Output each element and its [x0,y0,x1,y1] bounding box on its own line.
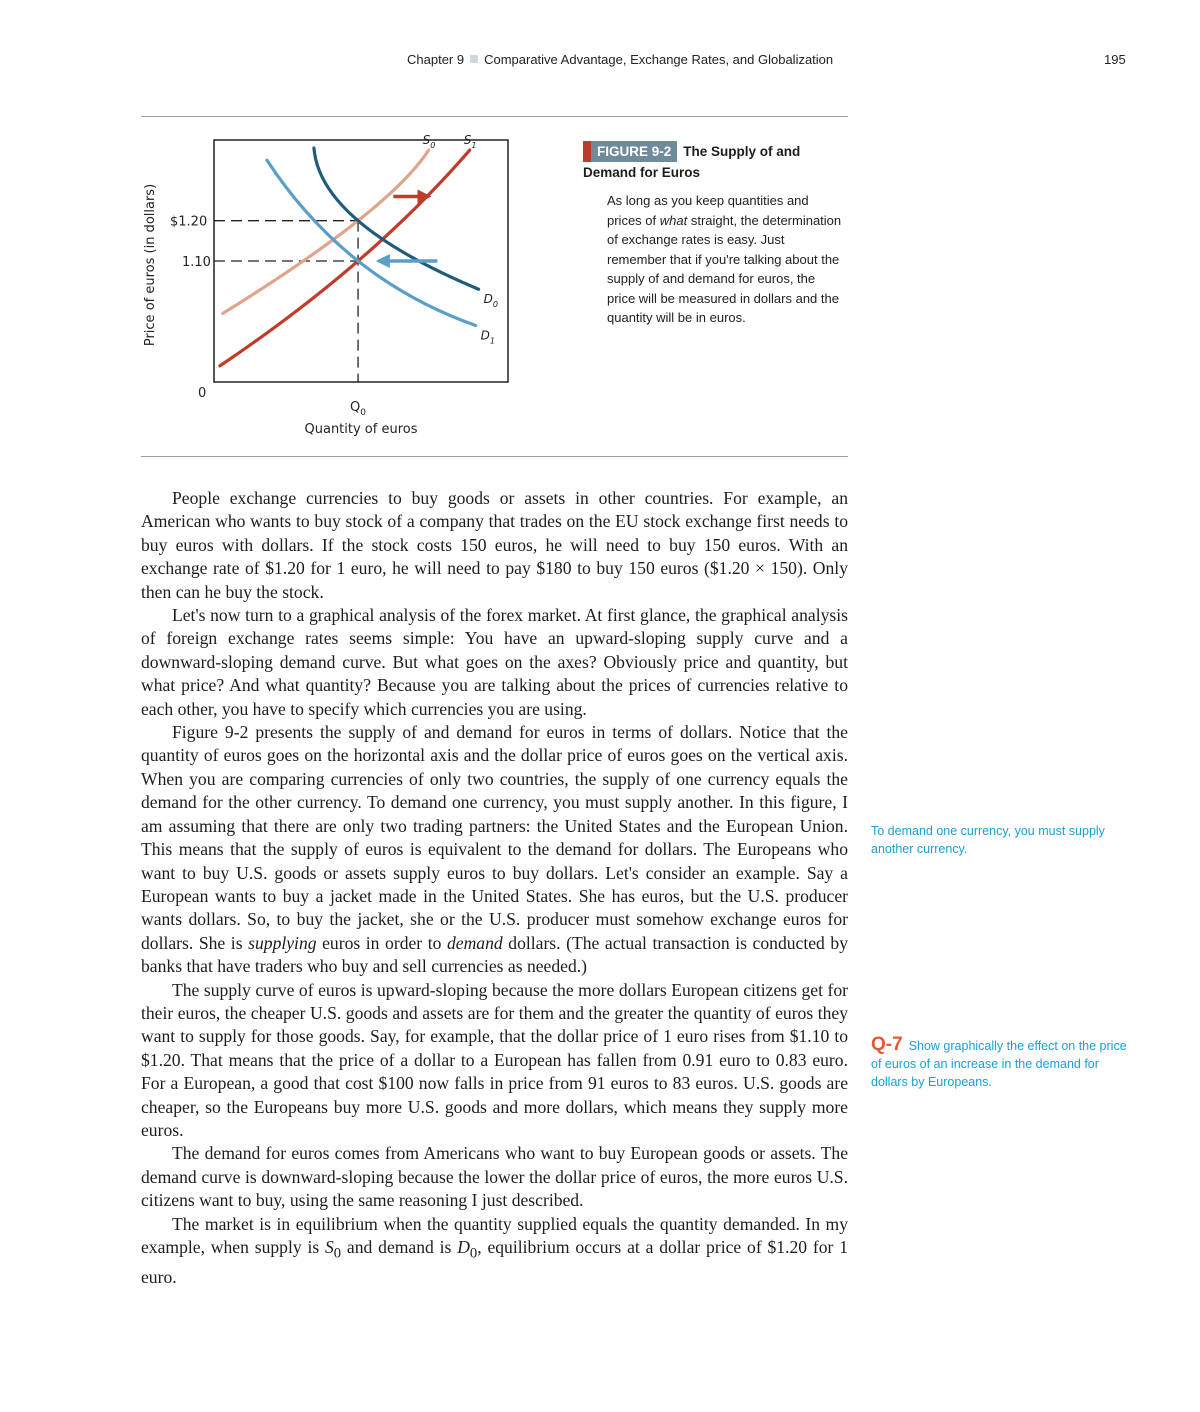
figure-top-rule [141,116,848,117]
figure-bottom-rule [141,456,848,457]
p3-part-b: euros in order to [316,932,447,953]
paragraph-5: The demand for euros comes from Americans who want to buy European goods or assets. The demand curve is downward-sloping because the lower the dollar price of euros, the more euros U.S. citizens want to buy, using the same reasoning I just described. [141,1143,848,1211]
p6-s-symbol: S [325,1237,334,1257]
margin-question-q7 [871,1036,1131,1091]
figure-heading [583,141,845,183]
p3-part-a: Figure 9-2 presents the supply of and demand for euros in terms of dollars. Notice that the quantity of euros goes on the horizontal axis and the dollar price of euros goes on the vertical axis. When you are comparing currencies of only two countries, the supply of one currency equals the demand for the other currency. To demand one currency, you must supply another. In this figure, I am assuming that there are only two trading partners: the United States and the European Union. This means that the supply of euros is equivalent to the demand for dollars. The Europeans who want to buy U.S. goods or assets supply euros to buy dollars. Let's consider an example. Say a European wants to buy a jacket made in the United States. She has euros, but the U.S. producer wants dollars. So, to buy the jacket, she or the U.S. producer must somehow exchange euros for dollars. She is [141,722,848,953]
page-number: 195 [1104,52,1126,67]
x-tick-label-q0 [350,400,366,418]
curve-label-d1: $D_1$ [480,328,496,346]
y-axis-label: Price of euros (in dollars) [143,183,158,347]
body-text [141,487,848,1289]
caption-emphasis: what [659,212,688,228]
figure-tag: FIGURE 9-2 [583,141,677,162]
chapter-title: Comparative Advantage, Exchange Rates, and Globalization [484,52,834,67]
figure-title: The Supply of and Demand for Euros [583,144,801,180]
curve-label-s0: $S_0$ [422,133,436,151]
p3-part-c: dollars. (The actual transaction is conducted by banks that have traders who buy and sell currencies as needed.) [141,932,848,977]
p6-part-a: The market is in equilibrium when the quantity supplied equals the quantity demanded. In my example, when supply is [141,1213,848,1257]
y-tick-label-1-20: $1.20 [170,214,208,230]
paragraph-2: Let's now turn to a graphical analysis of the forex market. At first glance, the graphical analysis of foreign exchange rates seems simple: You have an upward-sloping supply curve and a downward-sloping demand curve. But what goes on the axes? Obviously price and quantity, but what price? And what quantity? Because you are talking about the prices of currencies relative to each other, you have to specify which currencies you are using. [141,605,848,719]
p3-emph-supplying: supplying [248,932,317,953]
p6-s-sub: 0 [333,1245,342,1262]
p6-d-sub: 0 [469,1245,478,1262]
x-axis-label: Quantity of euros [304,422,418,437]
running-header [407,52,833,67]
curve-label-d0: $D_0$ [483,292,498,310]
y-tick-label-1-10: 1.10 [182,255,211,270]
supply-demand-chart [130,130,570,440]
paragraph-1: People exchange currencies to buy goods or assets in other countries. For example, an American who wants to buy stock of a company that trades on the EU stock exchange first needs to buy euros with dollars. If the stock costs 150 euros, he will need to buy 150 euros. With an exchange rate of $1.20 for 1 euro, he will need to pay $180 to buy 150 euros ($1.20 × 150). Only then can he buy the stock. [141,488,848,602]
figure-caption-body [607,191,845,328]
caption-part-1: As long as you keep quantities and prices of [607,193,809,228]
question-label: Q-7 [871,1034,903,1055]
origin-label: 0 [198,386,207,401]
x-tick-sub: 0 [360,408,367,418]
paragraph-3 [141,721,848,978]
paragraph-6 [141,1213,848,1290]
p6-part-c: , equilibrium occurs at a dollar price of $1.20 for 1 euro. [141,1237,848,1287]
caption-part-2: straight, the determination of exchange rates is easy. Just remember that if you're talking about the supply of and demand for euros, the price will be measured in dollars and the quantity will be in euros. [607,212,842,325]
question-text: Show graphically the effect on the price of euros of an increase in the demand for dollars by Europeans. [871,1039,1127,1089]
chapter-label: Chapter 9 [407,52,465,67]
p6-d-symbol: D [457,1237,470,1257]
paragraph-4: The supply curve of euros is upward-sloping because the more dollars European citizens get for their euros, the cheaper U.S. goods and assets are for them and the greater the quantity of euros they want to supply for those goods. Say, for example, that the dollar price of 1 euro rises from $1.10 to $1.20. That means that the price of a dollar to a European has fallen from 0.91 euro to 0.83 euro. For a European, a good that cost $100 now falls in price from 91 euros to 83 euros. U.S. goods are cheaper, so the Europeans buy more U.S. goods and more dollars, which means they supply more euros. [141,979,848,1140]
separator-square [470,55,478,63]
curve-label-s1: $S_1$ [463,133,477,151]
p6-part-b: and demand is [341,1237,458,1257]
margin-note-supply-demand: To demand one currency, you must supply another currency. [871,824,1105,856]
p3-emph-demand: demand [447,932,503,953]
figure-caption [583,141,845,328]
x-tick-q: Q [350,400,361,415]
